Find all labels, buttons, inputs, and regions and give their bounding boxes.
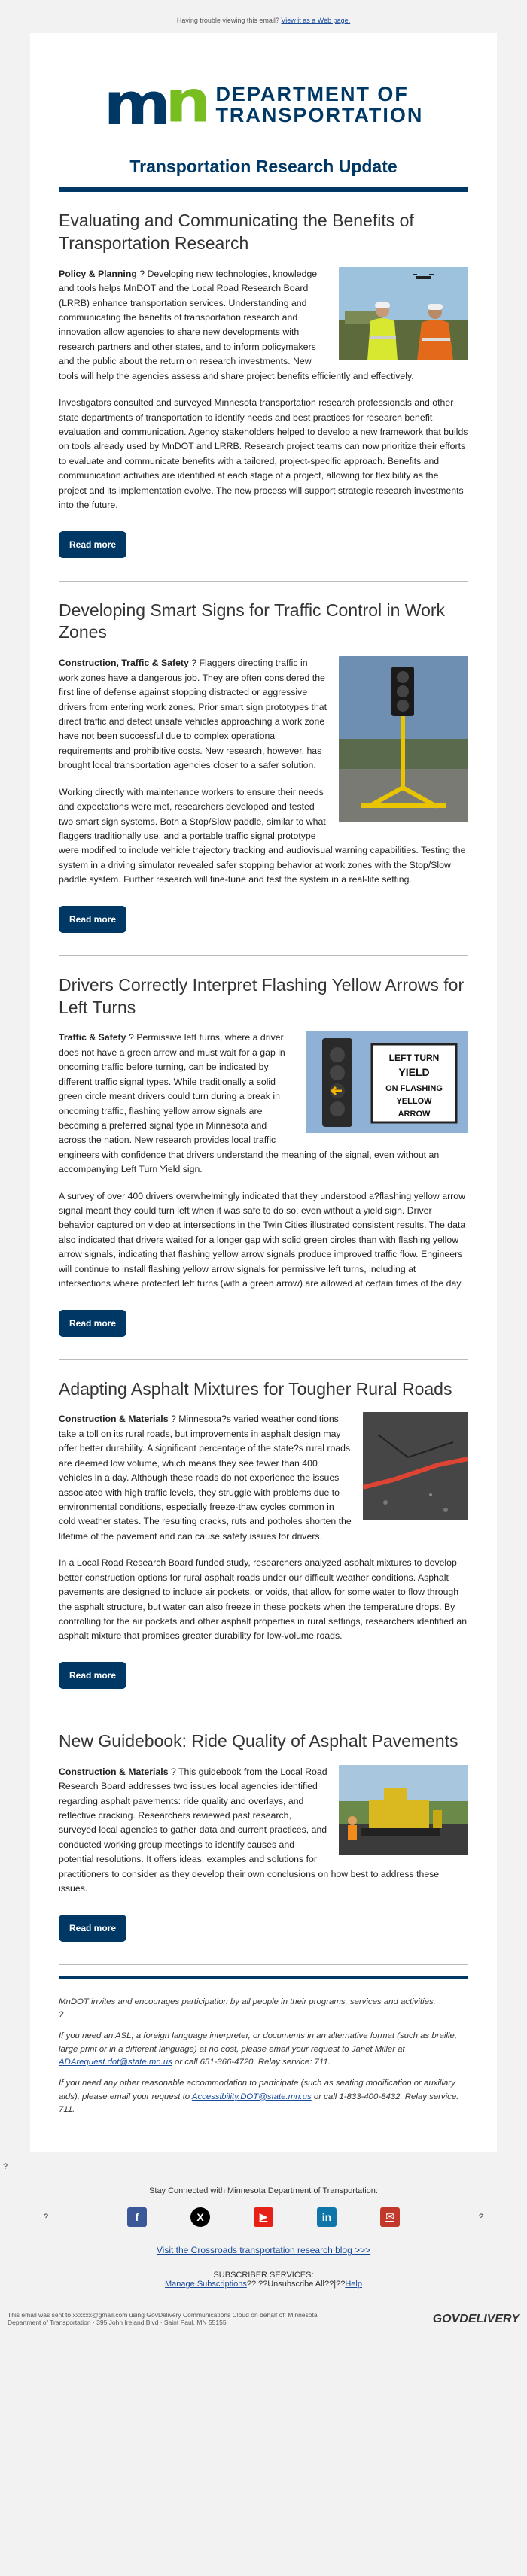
- social-icons: [127, 2207, 400, 2227]
- article-asphalt-mixtures: [59, 1360, 468, 1712]
- article-guidebook: [59, 1712, 468, 1965]
- preheader: [0, 0, 527, 26]
- article-title[interactable]: Evaluating and Communicating the Benefits of Transportation Research: [59, 211, 414, 253]
- footer: [0, 2171, 527, 2289]
- sign-line-5: ARROW: [398, 1110, 431, 1119]
- article-category: Construction & Materials: [59, 1414, 169, 1425]
- email-icon[interactable]: ✉: [380, 2207, 400, 2227]
- ada-request-email-link[interactable]: ADArequest.dot@state.mn.us: [59, 2058, 172, 2067]
- view-as-web-page-link[interactable]: View it as a Web page.: [281, 17, 351, 24]
- read-more-button[interactable]: Read more: [59, 906, 126, 933]
- subscriber-services-label: SUBSCRIBER SERVICES:: [213, 2270, 314, 2280]
- article-title[interactable]: New Guidebook: Ride Quality of Asphalt Pavements: [59, 1730, 458, 1751]
- logo-line-1: DEPARTMENT OF: [215, 82, 409, 105]
- email-body: [30, 33, 497, 2152]
- accessibility-notice: [59, 1979, 468, 2129]
- facebook-icon[interactable]: f: [127, 2207, 147, 2227]
- portable-traffic-signal-photo: [339, 656, 468, 822]
- sign-line-2: YIELD: [398, 1066, 430, 1079]
- article-flashing-yellow-arrows: [59, 956, 468, 1360]
- read-more-button[interactable]: Read more: [59, 531, 126, 558]
- article-title[interactable]: Drivers Correctly Interpret Flashing Yellow Arrows for Left Turns: [59, 974, 465, 1017]
- article-research-benefits: [59, 192, 468, 582]
- article-paragraph-2: Investigators consulted and surveyed Minnesota transportation research professionals and other state departments of transportation to identify needs and best practices for research benefit evaluation and communication. Agency stakeholders helped to develop a new framework that builds on tools already used by MnDOT and LRRB. Research project teams can now prioritize their efforts to evaluate and communicate benefits with a tailored, project-specific approach. Benefits and communication activities are identified at each stage of a project, allowing for flexibility as the project and its implementation evolve. The new process will support strategic research investments into the future.: [59, 397, 468, 511]
- logo-wordmark: [215, 84, 423, 126]
- stay-connected-text: Stay Connected with Minnesota Department of Transportation:: [149, 2186, 378, 2195]
- notice-paragraph-2: If you need an ASL, a foreign language interpreter, or documents in an alternative format (such as braille, large print or in a different language) at no cost, please email your request to Janet Miller at ADArequest.dot@state.mn.us or call 651-366-4720. Relay service: 711.: [59, 2031, 457, 2067]
- article-category: Construction, Traffic & Safety: [59, 658, 189, 669]
- read-more-button[interactable]: Read more: [59, 1310, 126, 1337]
- paving-machine-photo: [339, 1765, 468, 1855]
- sign-line-4: YELLOW: [396, 1097, 432, 1107]
- youtube-icon[interactable]: ▶: [254, 2207, 273, 2227]
- article-paragraph-1: ? Permissive left turns, where a driver does not have a green arrow and must wait for a gap in oncoming traffic before turning, can be indicated by different traffic signal types. While traditionally a solid green circle meant drivers could turn during a break in oncoming traffic, flashing yellow arrow signals are becoming a preferred signal type in Minnesota and across the nation. New research provides local traffic engineers with confidence that drivers understand the meaning of the signal, even without an accompanying Left Turn Yield sign.: [59, 1032, 440, 1175]
- asphalt-crack-photo: [363, 1412, 468, 1520]
- read-more-button[interactable]: Read more: [59, 1915, 126, 1942]
- notice-paragraph-3: If you need any other reasonable accommodation to participate (such as seating modification or auxiliary aids), please email your request to Accessibility.DOT@state.mn.us or call 1-833-400-8432. Relay service: 711.: [59, 2078, 459, 2115]
- logo-line-2: TRANSPORTATION: [215, 104, 424, 126]
- read-more-button[interactable]: Read more: [59, 1662, 126, 1689]
- subscriber-services: [0, 2271, 527, 2289]
- sign-line-3: ON FLASHING: [385, 1084, 443, 1094]
- article-paragraph-2: A survey of over 400 drivers overwhelmingly indicated that they understood a?flashing yellow arrow signal meant they could turn left when it was safe to do so, even without a yield sign. Driver behavior captured on video at intersections in the Twin Cities illustrated consistent results. The data also indicated that drivers waited for a longer gap with solid green circles than with flashing yellow arrow signals, indicating that flashing yellow arrow signals produce improved traffic flow. Engineers will continue to install flashing yellow arrow signals for permissive left turns, including at intersections where protected left turns (with a green arrow) are allowed at certain times of the day.: [59, 1190, 466, 1290]
- stray-right: ?: [478, 2212, 483, 2222]
- help-link[interactable]: Help: [345, 2279, 362, 2289]
- flashing-yellow-arrow-photo: [306, 1031, 468, 1133]
- article-category: Construction & Materials: [59, 1766, 169, 1777]
- article-paragraph-1: ? Developing new technologies, knowledge and tools helps MnDOT and the Local Road Research Board (LRRB) enhance transportation services. Understanding and communicating the benefits of transportation research and innovation allow agencies to share new developments with research partners and other states, and to inform policymakers and the public about the return on research investments. New tools will help the agencies assess and share project benefits efficiently and effectively.: [59, 268, 414, 381]
- mn-logo-mark: mn: [103, 68, 206, 138]
- govdelivery-logo[interactable]: GOVDELIVERY: [432, 2312, 519, 2325]
- stray-left: ?: [44, 2212, 49, 2222]
- social-links: [30, 2207, 497, 2227]
- article-paragraph-1: ? This guidebook from the Local Road Research Board addresses two issues local agencies identified regarding asphalt pavements: ride quality and overlays, and reflective cracking. Researchers reviewed past research, surveyed local agencies to gather data and current practices, and conducted working group meetings to identify causes and potential resolutions. It offers ideas, examples and solutions for practitioners to consider as they develop their own conclusions on how best to address these issues.: [59, 1766, 440, 1894]
- notice-paragraph-1: MnDOT invites and encourages participation by all people in their programs, services and activities. ?: [59, 1997, 436, 2020]
- x-icon[interactable]: X: [190, 2207, 210, 2227]
- legal-line-2: Department of Transportation · 395 John Ireland Blvd · Saint Paul, MN 55155: [8, 2318, 227, 2326]
- stray-char: ?: [3, 2161, 8, 2171]
- newsletter-title: Transportation Research Update: [129, 156, 398, 176]
- article-paragraph-1: ? Minnesota?s varied weather conditions take a toll on its rural roads, but improvements in asphalt design may offer better durability. A significant percentage of the state?s rural roads are deemed low volume, which means they see fewer than 400 vehicles in a day. Although these roads do not experience the issues associated with high traffic levels, they struggle with problems due to environmental conditions, especially freeze-thaw cycles common in cold weather states. The resulting cracks, ruts and potholes shorten the lifetime of the pavement and can cause safety issues for drivers.: [59, 1414, 352, 1542]
- accessibility-email-link[interactable]: Accessibility.DOT@state.mn.us: [191, 2091, 312, 2101]
- legal-line-1: This email was sent to xxxxxx@gmail.com using GovDelivery Communications Cloud on behalf of: Minnesota: [8, 2310, 318, 2319]
- unsubscribe-all-link[interactable]: ??|??Unsubscribe All??|??: [246, 2279, 346, 2289]
- article-smart-signs: [59, 582, 468, 956]
- article-category: Policy & Planning: [59, 268, 137, 279]
- article-title[interactable]: Adapting Asphalt Mixtures for Tougher Rural Roads: [59, 1378, 452, 1399]
- sign-line-1: LEFT TURN: [388, 1053, 440, 1064]
- article-title[interactable]: Developing Smart Signs for Traffic Control in Work Zones: [59, 600, 446, 642]
- article-paragraph-2: In a Local Road Research Board funded study, researchers analyzed asphalt mixtures to develop better construction options for rural asphalt roads under our difficult weather conditions. Asphalt pavements are designed to include air pockets, or voids, that allow for some water to flow through the asphalt structure, but water can also freeze in these pockets when the temperature drops. By controlling for the air pockets and other asphalt properties in rural settings, researchers identified an asphalt mixture that promises greater durability for low-volume roads.: [59, 1557, 468, 1642]
- article-paragraph-1: ? Flaggers directing traffic in work zones have a dangerous job. They are often considered the first line of defense against stopping distracted or aggressive drivers from entering work zones. Prior smart sign prototypes that direct traffic and detect unsafe vehicles approaching a work zone have not been successful due to complex operational requirements and prohibitive costs. New research, however, has brought local transportation agencies closer to a safer solution.: [59, 658, 327, 771]
- drone-workers-photo: [339, 267, 468, 360]
- mndot-logo[interactable]: [59, 68, 468, 138]
- article-paragraph-2: Working directly with maintenance workers to ensure their needs and expectations were met, researchers developed and tested two smart sign systems. Both a Stop/Slow paddle, similar to what flaggers traditionally use, and a portable traffic signal prototype were modified to include vehicle trajectory tracking and audiovisual warning capabilities. Testing the system in a driving simulator revealed safer stopping behavior at work zones with the Stop/Slow paddle system. Further research will fine-tune and test the system in a real-life setting.: [59, 786, 466, 886]
- crossroads-blog-link[interactable]: Visit the Crossroads transportation research blog >>>: [156, 2244, 371, 2256]
- article-category: Traffic & Safety: [59, 1032, 126, 1043]
- legal-footer: [8, 2311, 519, 2334]
- manage-subscriptions-link[interactable]: Manage Subscriptions: [165, 2279, 247, 2289]
- preheader-text: Having trouble viewing this email?: [176, 17, 279, 24]
- linkedin-icon[interactable]: in: [317, 2207, 337, 2227]
